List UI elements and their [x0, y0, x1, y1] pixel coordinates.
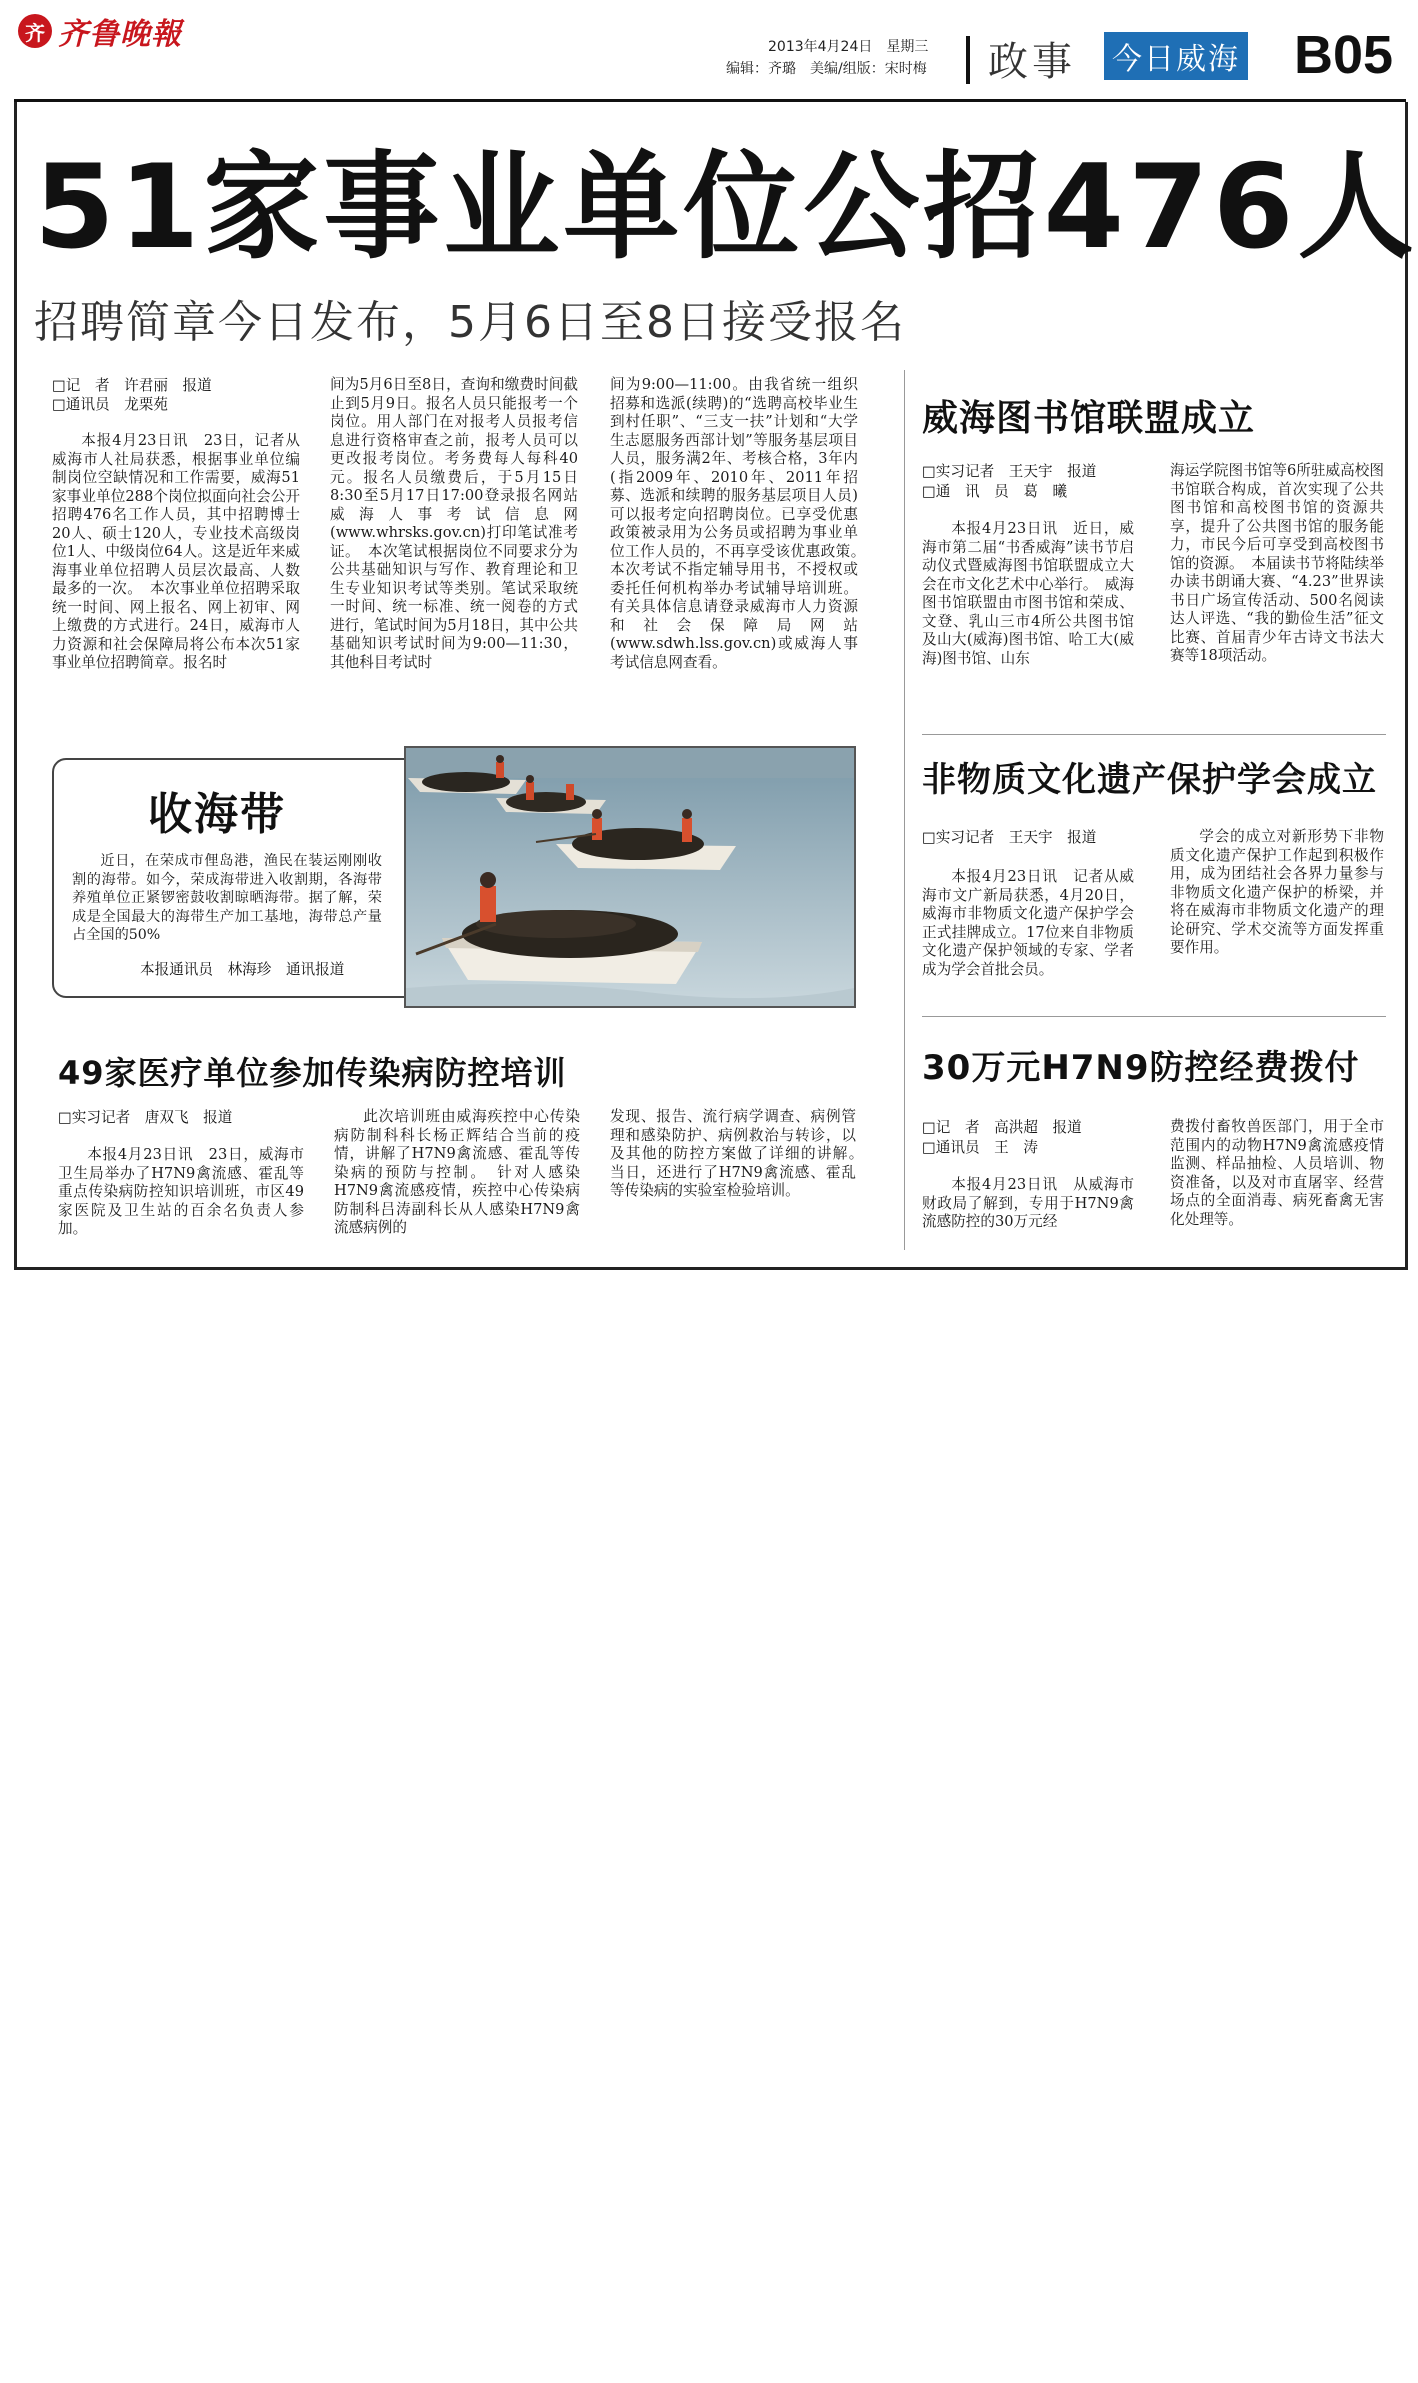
heritage-column-1: 本报4月23日讯 记者从威海市文广新局获悉，4月20日，威海市非物质文化遗产保护学会正式挂牌成立。17位来自非物质文化遗产保护领域的专家、学者成为学会首批会员。	[922, 868, 1134, 978]
section-chip: 今日威海	[1104, 32, 1248, 80]
lead-headline: 51家事业单位公招476人	[34, 140, 1418, 275]
heritage-column-2: 学会的成立对新形势下非物质文化遗产保护工作起到积极作用，成为团结社会各界力量参与非物质文化遗产保护的桥梁，并将在威海市非物质文化遗产的理论研究、学术交流等方面发挥重要作用。	[1170, 828, 1384, 956]
library-byline-reporter: □实习记者 王天宇 报道	[922, 463, 1097, 480]
section-label: 政事	[988, 39, 1076, 85]
story-divider-1	[922, 734, 1386, 735]
library-column-2: 海运学院图书馆等6所驻威高校图书馆联合构成，首次实现了公共图书馆和高校图书馆的资源共享，提升了公共图书馆的服务能力，市民今后可享受到高校图书馆的资源。 本届读书节将陆续举办读书朗诵大赛、“4.23”世界读书日广场宣传活动、500名阅读达人评选、“我的勤俭生活”征文比赛、首届青少年古诗文书法大赛等18项活动。	[1170, 462, 1384, 664]
training-column-3: 发现、报告、流行病学调查、病例管理和感染防护、病例救治与转诊，以及其他的防控方案做了详细的讲解。 当日，还进行了H7N9禽流感、霍乱等传染病的实验室检验培训。	[610, 1108, 871, 1199]
header-divider	[966, 36, 970, 84]
library-headline: 威海图书馆联盟成立	[922, 398, 1256, 439]
h7n9-column-2: 费拨付畜牧兽医部门，用于全市范围内的动物H7N9禽流感疫情监测、样品抽检、人员培训、物资准备，以及对市直屠宰、经营场点的全面消毒、病死畜禽无害化处理等。	[1170, 1118, 1384, 1228]
lead-byline-correspondent: □通讯员 龙栗苑	[52, 396, 168, 413]
library-byline-correspondent: □通 讯 员 葛 曦	[922, 483, 1068, 500]
issue-date: 2013年4月24日 星期三	[768, 39, 929, 55]
kelp-harvest-image	[406, 748, 854, 1006]
lead-column-2: 间为5月6日至8日，查询和缴费时间截止到5月9日。报名人员只能报考一个岗位。用人部门在对报考人员报考信息进行资格审查之前，报考人员可以更改报考岗位。考务费每人每科40元。报名人员缴费后，于5月15日8:30至5月17日17:00登录报名网站威海人事考试信息网(www.whrsks.gov.cn)打印笔试准考证。 本次笔试根据岗位不同要求分为公共基础知识与写作、教育理论和卫生专业知识考试等类别。笔试采取统一时间、统一标准、统一阅卷的方式进行，笔试时间为5月18日，其中公共基础知识考试时间为9:00—11:30，其他科目考试时	[330, 376, 578, 671]
photo-story-text: 近日，在荣成市俚岛港，渔民在装运刚刚收割的海带。如今，荣成海带进入收割期，各海带养殖单位正紧锣密鼓收割晾晒海带。据了解，荣成是全国最大的海带生产加工基地，海带总产量占全国的50%	[72, 853, 382, 943]
lead-column-1: 本报4月23日讯 23日，记者从威海市人社局获悉，根据事业单位编制岗位空缺情况和工作需要，威海51家事业单位288个岗位拟面向社会公开招聘476名工作人员，其中招聘博士20人、硕士120人，专业技术高级岗位1人、中级岗位64人。这是近年来威海事业单位招聘人员层次最高、人数最多的一次。 本次事业单位招聘采取统一时间、网上报名、网上初审、网上缴费的方式进行。24日，威海市人力资源和社会保障局将公布本次51家事业单位招聘简章。报名时	[52, 432, 300, 671]
editor-credits: 编辑：齐璐 美编/组版：宋时梅	[726, 61, 927, 77]
h7n9-byline-correspondent: □通讯员 王 涛	[922, 1139, 1038, 1156]
lead-subhead: 招聘简章今日发布，5月6日至8日接受报名	[34, 297, 906, 348]
lead-column-3: 间为9:00—11:00。由我省统一组织招募和选派(续聘)的“选聘高校毕业生到村任职”、“三支一扶”计划和“大学生志愿服务西部计划”等服务基层项目人员，服务满2年、考核合格，3年内(指2009年、2010年、2011年招募、选派和续聘的服务基层项目人员)可以报考定向招聘岗位。已享受优惠政策被录用为公务员或招聘为事业单位工作人员的，不再享受该优惠政策。 本次考试不指定辅导用书，不授权或委托任何机构举办考试辅导培训班。有关具体信息请登录威海市人力资源和社会保障局网站(www.sdwh.lss.gov.cn)或威海人事考试信息网查看。	[610, 376, 873, 671]
h7n9-headline: 30万元H7N9防控经费拨付	[922, 1048, 1360, 1088]
photo-story-credit: 本报通讯员 林海珍 通讯报道	[140, 961, 345, 978]
training-byline: □实习记者 唐双飞 报道	[58, 1109, 233, 1126]
newspaper-logo	[18, 10, 228, 52]
h7n9-column-1: 本报4月23日讯 从威海市财政局了解到，专用于H7N9禽流感防控的30万元经	[922, 1176, 1134, 1230]
training-column-1: 本报4月23日讯 23日，威海市卫生局举办了H7N9禽流感、霍乱等重点传染病防控知识培训班，市区49家医院及卫生站的百余名负责人参加。	[58, 1146, 304, 1237]
training-headline: 49家医疗单位参加传染病防控培训	[58, 1054, 567, 1092]
heritage-byline: □实习记者 王天宇 报道	[922, 829, 1097, 846]
logo-text: 齐鲁晚報	[58, 17, 182, 52]
column-divider	[904, 370, 905, 1250]
training-column-2: 此次培训班由威海疾控中心传染病防制科科长杨正辉结合当前的疫情，讲解了H7N9禽流感、霍乱等传染病的预防与控制。 针对人感染H7N9禽流感疫情，疾控中心传染病防制科吕涛副科长从人感染H7N9禽流感病例的	[334, 1108, 580, 1236]
story-divider-2	[922, 1016, 1386, 1017]
logo-seal-icon: 齐	[18, 14, 52, 48]
page-number: B05	[1294, 25, 1394, 85]
lead-byline-reporter: □记 者 许君丽 报道	[52, 377, 212, 394]
photo-story-title: 收海带	[148, 789, 286, 840]
h7n9-byline-reporter: □记 者 高洪超 报道	[922, 1119, 1082, 1136]
library-column-1: 本报4月23日讯 近日，威海市第二届“书香威海”读书节启动仪式暨威海图书馆联盟成立大会在市文化艺术中心举行。 威海图书馆联盟由市图书馆和荣成、文登、乳山三市4所公共图书馆及山大(威海)图书馆、哈工大(威海)图书馆、山东	[922, 520, 1134, 667]
kelp-harvest-photo	[404, 746, 856, 1008]
heritage-headline: 非物质文化遗产保护学会成立	[922, 760, 1377, 800]
